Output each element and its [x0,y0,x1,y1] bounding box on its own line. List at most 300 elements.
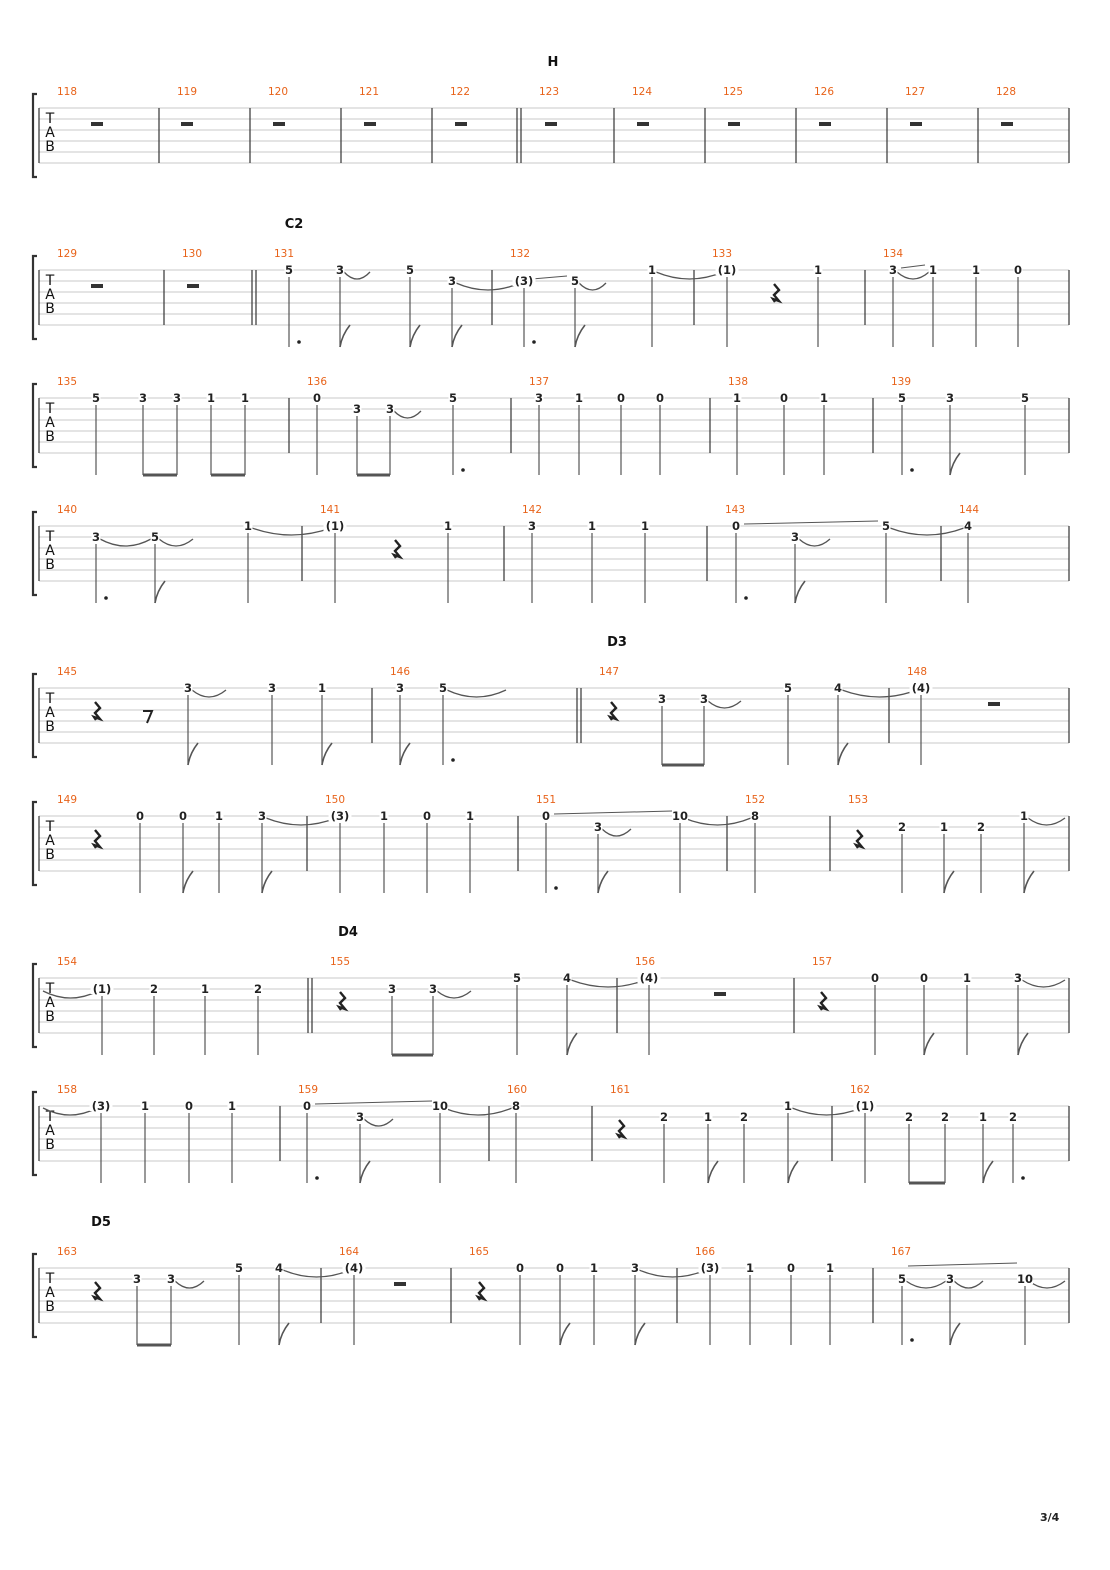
tie-arc [266,818,336,825]
section-marker: D5 [91,1215,111,1230]
fret-number: 2 [897,820,907,834]
measure-number: 147 [598,666,620,678]
fret-number: 5 [897,391,907,405]
measure-number: 166 [694,1246,716,1258]
tie-arc [792,1108,861,1115]
measure-number: 131 [273,248,295,260]
fret-number: (1) [717,263,737,277]
fret-number: (1) [92,982,112,996]
fret-number: (3) [700,1261,720,1275]
fret-number: 3 [91,530,101,544]
note-flag [155,581,165,603]
fret-number: 3 [428,982,438,996]
fret-number: 1 [574,391,584,405]
tie-arc [344,272,370,279]
fret-number: 4 [562,971,572,985]
slide-line [554,811,672,814]
tab-clef-letter: T [45,691,55,707]
fret-number: 0 [1013,263,1023,277]
note-flag [838,743,848,765]
measure-number: 142 [521,504,543,516]
fret-number: 1 [587,519,597,533]
augmentation-dot [532,340,536,344]
fret-number: 5 [881,519,891,533]
section-marker: C2 [284,217,304,232]
fret-number: 3 [387,982,397,996]
fret-number: 4 [963,519,973,533]
quarter-rest [94,702,100,720]
tie-arc [799,539,830,546]
measure-number: 127 [904,86,926,98]
fret-number: 0 [870,971,880,985]
fret-number: 3 [385,402,395,416]
fret-number: 3 [447,274,457,288]
fret-number: 1 [227,1099,237,1113]
half-rest [988,702,1000,706]
half-rest [1001,122,1013,126]
measure-number: 155 [329,956,351,968]
tie-arc [708,701,741,708]
note-flag [410,325,420,347]
note-flag [708,1161,718,1183]
fret-number: 3 [534,391,544,405]
fret-number: 2 [253,982,263,996]
fret-number: (3) [91,1099,111,1113]
note-flag [575,325,585,347]
half-rest [91,122,103,126]
half-rest [714,992,726,996]
fret-number: 1 [962,971,972,985]
fret-number: 0 [655,391,665,405]
fret-number: 5 [512,971,522,985]
tie-arc [456,283,520,290]
fret-number: 3 [888,263,898,277]
fret-number: 1 [240,391,250,405]
half-rest [455,122,467,126]
tab-clef-letter: A [45,833,55,849]
fret-number: 8 [750,809,760,823]
fret-number: 0 [515,1261,525,1275]
note-flag [983,1161,993,1183]
fret-number: 2 [976,820,986,834]
fret-number: 0 [135,809,145,823]
fret-number: 10 [431,1099,449,1113]
fret-number: 1 [939,820,949,834]
fret-number: 2 [940,1110,950,1124]
tie-arc [437,991,471,998]
page-number: 3/4 [1040,1511,1060,1524]
note-flag [560,1323,570,1345]
note-flag [950,453,960,475]
tab-clef-letter: A [45,287,55,303]
measure-number: 157 [811,956,833,968]
quarter-rest [478,1282,484,1300]
fret-number: 5 [1020,391,1030,405]
augmentation-dot [461,468,465,472]
measure-number: 153 [847,794,869,806]
half-rest [910,122,922,126]
fret-number: 0 [786,1261,796,1275]
fret-number: 3 [945,1272,955,1286]
quarter-rest [856,830,862,848]
tie-arc [394,411,421,418]
measure-number: 165 [468,1246,490,1258]
half-rest [273,122,285,126]
half-rest [545,122,557,126]
quarter-rest [773,284,779,302]
measure-number: 146 [389,666,411,678]
fret-number: 0 [555,1261,565,1275]
fret-number: (1) [325,519,345,533]
fret-number: 5 [150,530,160,544]
tie-arc [639,1270,706,1277]
fret-number: 1 [928,263,938,277]
tab-clef-letter: T [45,981,55,997]
measure-number: 156 [634,956,656,968]
fret-number: 3 [657,692,667,706]
note-flag [279,1323,289,1345]
tab-clef-letter: A [45,543,55,559]
fret-number: 1 [1019,809,1029,823]
tie-arc [364,1119,393,1126]
slide-line [901,265,925,268]
tab-clef-letter: B [45,301,55,317]
note-flag [322,743,332,765]
measure-number: 140 [56,504,78,516]
fret-number: 4 [274,1261,284,1275]
fret-number: 1 [703,1110,713,1124]
measure-number: 119 [176,86,198,98]
measure-number: 125 [722,86,744,98]
fret-number: 1 [443,519,453,533]
fret-number: 1 [813,263,823,277]
augmentation-dot [744,596,748,600]
note-flag [452,325,462,347]
fret-number: 1 [640,519,650,533]
fret-number: 1 [745,1261,755,1275]
tie-arc [192,690,226,697]
fret-number: 0 [919,971,929,985]
system-bracket [33,512,37,595]
half-rest [394,1282,406,1286]
tie-arc [159,539,193,546]
measure-number: 129 [56,248,78,260]
tab-clef-letter: B [45,1009,55,1025]
tab-clef-letter: A [45,1285,55,1301]
measure-number: 164 [338,1246,360,1258]
fret-number: 1 [206,391,216,405]
tie-arc [906,1281,946,1288]
fret-number: (4) [639,971,659,985]
tie-arc [571,980,645,987]
tie-arc [684,818,751,825]
tab-clef-letter: B [45,139,55,155]
fret-number: 5 [448,391,458,405]
fret-number: 2 [1008,1110,1018,1124]
note-flag [188,743,198,765]
fret-number: 1 [589,1261,599,1275]
tie-arc [100,539,151,546]
fret-number: 3 [138,391,148,405]
fret-number: 3 [945,391,955,405]
measure-number: 162 [849,1084,871,1096]
fret-number: 5 [570,274,580,288]
fret-number: (3) [514,274,534,288]
tie-arc [890,528,964,535]
fret-number: 4 [833,681,843,695]
measure-number: 134 [882,248,904,260]
system-bracket [33,256,37,339]
tie-arc [1029,1281,1065,1288]
system-bracket [33,1092,37,1175]
measure-number: 159 [297,1084,319,1096]
measure-number: 118 [56,86,78,98]
fret-number: 3 [172,391,182,405]
tie-arc [447,690,506,697]
fret-number: 0 [312,391,322,405]
measure-number: 124 [631,86,653,98]
half-rest [819,122,831,126]
tie-arc [444,1108,512,1115]
augmentation-dot [1021,1176,1025,1180]
quarter-rest [339,992,345,1010]
measure-number: 138 [727,376,749,388]
fret-number: 3 [527,519,537,533]
measure-number: 150 [324,794,346,806]
fret-number: 8 [511,1099,521,1113]
fret-number: 3 [183,681,193,695]
fret-number: 1 [214,809,224,823]
fret-number: 5 [91,391,101,405]
tab-clef-letter: T [45,819,55,835]
fret-number: (4) [344,1261,364,1275]
tab-clef-letter: B [45,429,55,445]
note-flag [262,871,272,893]
note-flag [635,1323,645,1345]
fret-number: 1 [819,391,829,405]
tab-clef-letter: B [45,557,55,573]
system-bracket [33,964,37,1047]
fret-number: 2 [149,982,159,996]
measure-number: 161 [609,1084,631,1096]
fret-number: 1 [825,1261,835,1275]
fret-number: 2 [739,1110,749,1124]
tab-clef-letter: A [45,1123,55,1139]
half-rest [181,122,193,126]
note-flag [924,1033,934,1055]
fret-number: 3 [166,1272,176,1286]
fret-number: 10 [1016,1272,1034,1286]
fret-number: 3 [132,1272,142,1286]
fret-number: 3 [699,692,709,706]
section-marker: H [547,55,559,70]
tab-clef-letter: T [45,1109,55,1125]
measure-number: 135 [56,376,78,388]
measure-number: 163 [56,1246,78,1258]
fret-number: 1 [978,1110,988,1124]
tab-clef-letter: A [45,705,55,721]
fret-number: (4) [911,681,931,695]
fret-number: 5 [284,263,294,277]
quarter-rest [618,1120,624,1138]
fret-number: 1 [140,1099,150,1113]
fret-number: 0 [541,809,551,823]
measure-number: 141 [319,504,341,516]
fret-number: 1 [243,519,253,533]
section-marker: D3 [607,635,627,650]
measure-number: 158 [56,1084,78,1096]
tie-arc [954,1281,983,1288]
measure-number: 133 [711,248,733,260]
note-flag [950,1323,960,1345]
fret-number: 3 [790,530,800,544]
fret-number: 0 [184,1099,194,1113]
half-rest [728,122,740,126]
section-marker: D4 [338,925,358,940]
measure-number: 145 [56,666,78,678]
augmentation-dot [910,1338,914,1342]
fret-number: 3 [630,1261,640,1275]
fret-number: 3 [1013,971,1023,985]
quarter-rest [610,702,616,720]
system-bracket [33,802,37,885]
augmentation-dot [315,1176,319,1180]
measure-number: 120 [267,86,289,98]
fret-number: 5 [234,1261,244,1275]
fret-number: 1 [971,263,981,277]
tab-clef-letter: B [45,1299,55,1315]
tie-arc [1028,818,1065,825]
measure-number: 128 [995,86,1017,98]
tab-clef-letter: T [45,401,55,417]
measure-number: 149 [56,794,78,806]
fret-number: 3 [257,809,267,823]
slide-line [532,276,567,279]
fret-number: 3 [355,1110,365,1124]
tab-clef-letter: A [45,125,55,141]
fret-number: 10 [671,809,689,823]
note-flag [788,1161,798,1183]
fret-number: 5 [405,263,415,277]
fret-number: (1) [855,1099,875,1113]
fret-number: 3 [352,402,362,416]
fret-number: 3 [593,820,603,834]
slide-line [744,521,878,524]
measure-number: 148 [906,666,928,678]
fret-number: 1 [647,263,657,277]
fret-number: 0 [731,519,741,533]
fret-number: 2 [659,1110,669,1124]
note-flag [795,581,805,603]
augmentation-dot [104,596,108,600]
tab-clef-letter: B [45,719,55,735]
measure-number: 126 [813,86,835,98]
note-flag [1024,871,1034,893]
note-flag [598,871,608,893]
tie-arc [283,1270,350,1277]
fret-number: 2 [904,1110,914,1124]
half-rest [187,284,199,288]
augmentation-dot [554,886,558,890]
tie-arc [897,272,929,279]
system-bracket [33,384,37,467]
fret-number: 0 [178,809,188,823]
measure-number: 139 [890,376,912,388]
fret-number: 0 [779,391,789,405]
tie-arc [842,690,917,697]
fret-number: 3 [335,263,345,277]
fret-number: 0 [302,1099,312,1113]
measure-number: 132 [509,248,531,260]
system-bracket [33,1254,37,1337]
augmentation-dot [910,468,914,472]
fret-number: 1 [317,681,327,695]
measure-number: 123 [538,86,560,98]
note-flag [944,871,954,893]
note-flag [1018,1033,1028,1055]
tie-arc [602,829,631,836]
measure-number: 136 [306,376,328,388]
measure-number: 167 [890,1246,912,1258]
quarter-rest [394,540,400,558]
augmentation-dot [451,758,455,762]
note-flag [400,743,410,765]
note-flag [567,1033,577,1055]
system-bracket [33,674,37,757]
tie-arc [579,283,606,290]
tab-clef-letter: B [45,847,55,863]
half-rest [364,122,376,126]
tab-clef-letter: T [45,529,55,545]
measure-number: 152 [744,794,766,806]
fret-number: 0 [422,809,432,823]
measure-number: 154 [56,956,78,968]
tab-clef-letter: B [45,1137,55,1153]
system-bracket [33,94,37,177]
slide-line [315,1101,432,1104]
measure-number: 160 [506,1084,528,1096]
fret-number: 0 [616,391,626,405]
fret-number: 1 [465,809,475,823]
note-flag [360,1161,370,1183]
fret-number: 5 [783,681,793,695]
quarter-rest [94,830,100,848]
tab-clef-letter: T [45,1271,55,1287]
quarter-rest [820,992,826,1010]
tie-arc [175,1281,204,1288]
fret-number: 1 [783,1099,793,1113]
fret-number: 1 [732,391,742,405]
slide-line [908,1263,1017,1266]
measure-number: 144 [958,504,980,516]
tab-clef-letter: A [45,415,55,431]
note-flag [183,871,193,893]
note-flag [340,325,350,347]
half-rest [91,284,103,288]
fret-number: 1 [379,809,389,823]
quarter-rest [94,1282,100,1300]
tie-arc [252,528,331,535]
tab-clef-letter: A [45,995,55,1011]
fret-number: 3 [267,681,277,695]
half-rest [637,122,649,126]
fret-number: 5 [897,1272,907,1286]
measure-number: 121 [358,86,380,98]
fret-number: 3 [395,681,405,695]
measure-number: 151 [535,794,557,806]
measure-number: 143 [724,504,746,516]
fret-number: (3) [330,809,350,823]
